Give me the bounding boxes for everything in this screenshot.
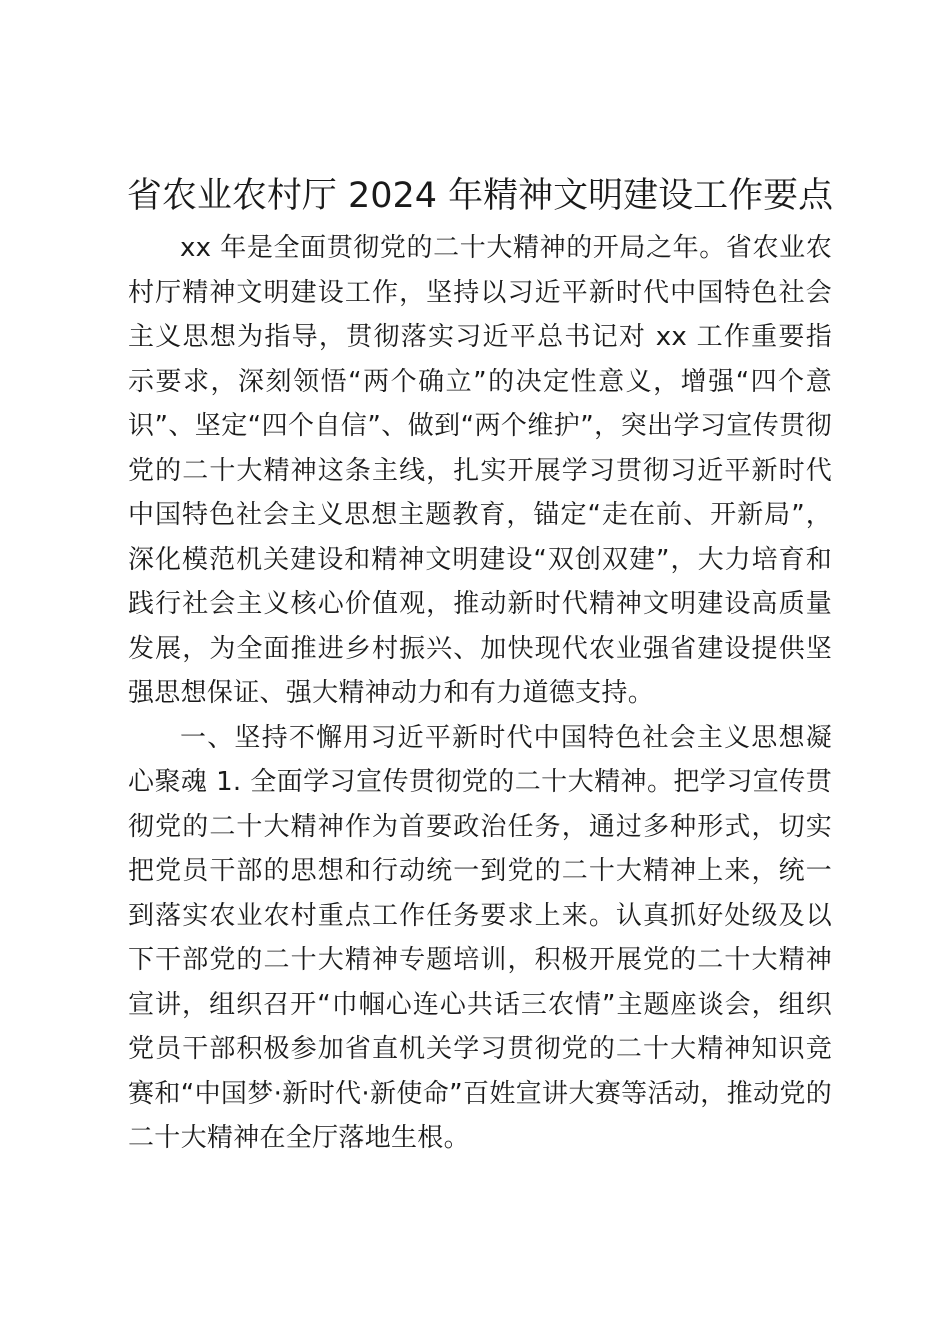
document-title: 省农业农村厅 2024 年精神文明建设工作要点 xyxy=(126,176,834,216)
paragraph-section-one: 一、坚持不懈用习近平新时代中国特色社会主义思想凝心聚魂 1. 全面学习宣传贯彻党的二十大精神。把学习宣传贯彻党的二十大精神作为首要政治任务，通过多种形式，切实把党员干部的思想和行动统一到党的二十大精神上来，统一到落实农业农村重点工作任务要求上来。认真抓好处级及以下干部党的二十大精神专题培训，积极开展党的二十大精神宣讲，组织召开“巾帼心连心共话三农情”主题座谈会，组织党员干部积极参加省直机关学习贯彻党的二十大精神知识竞赛和“中国梦·新时代·新使命”百姓宣讲大赛等活动，推动党的二十大精神在全厅落地生根。 xyxy=(128,722,832,1153)
paragraph-intro: xx 年是全面贯彻党的二十大精神的开局之年。省农业农村厅精神文明建设工作，坚持以习近平新时代中国特色社会主义思想为指导，贯彻落实习近平总书记对 xx 工作重要指示要求，深刻领悟“两个确立”的决定性意义，增强“四个意识”、坚定“四个自信”、做到“两个维护”，突出学习宣传贯彻党的二十大精神这条主线，扎实开展学习贯彻习近平新时代中国特色社会主义思想主题教育，锚定“走在前、开新局”，深化模范机关建设和精神文明建设“双创双建”，大力培育和践行社会主义核心价值观，推动新时代精神文明建设高质量发展，为全面推进乡村振兴、加快现代农业强省建设提供坚强思想保证、强大精神动力和有力道德支持。 xyxy=(128,233,832,708)
document-body xyxy=(128,226,832,1161)
